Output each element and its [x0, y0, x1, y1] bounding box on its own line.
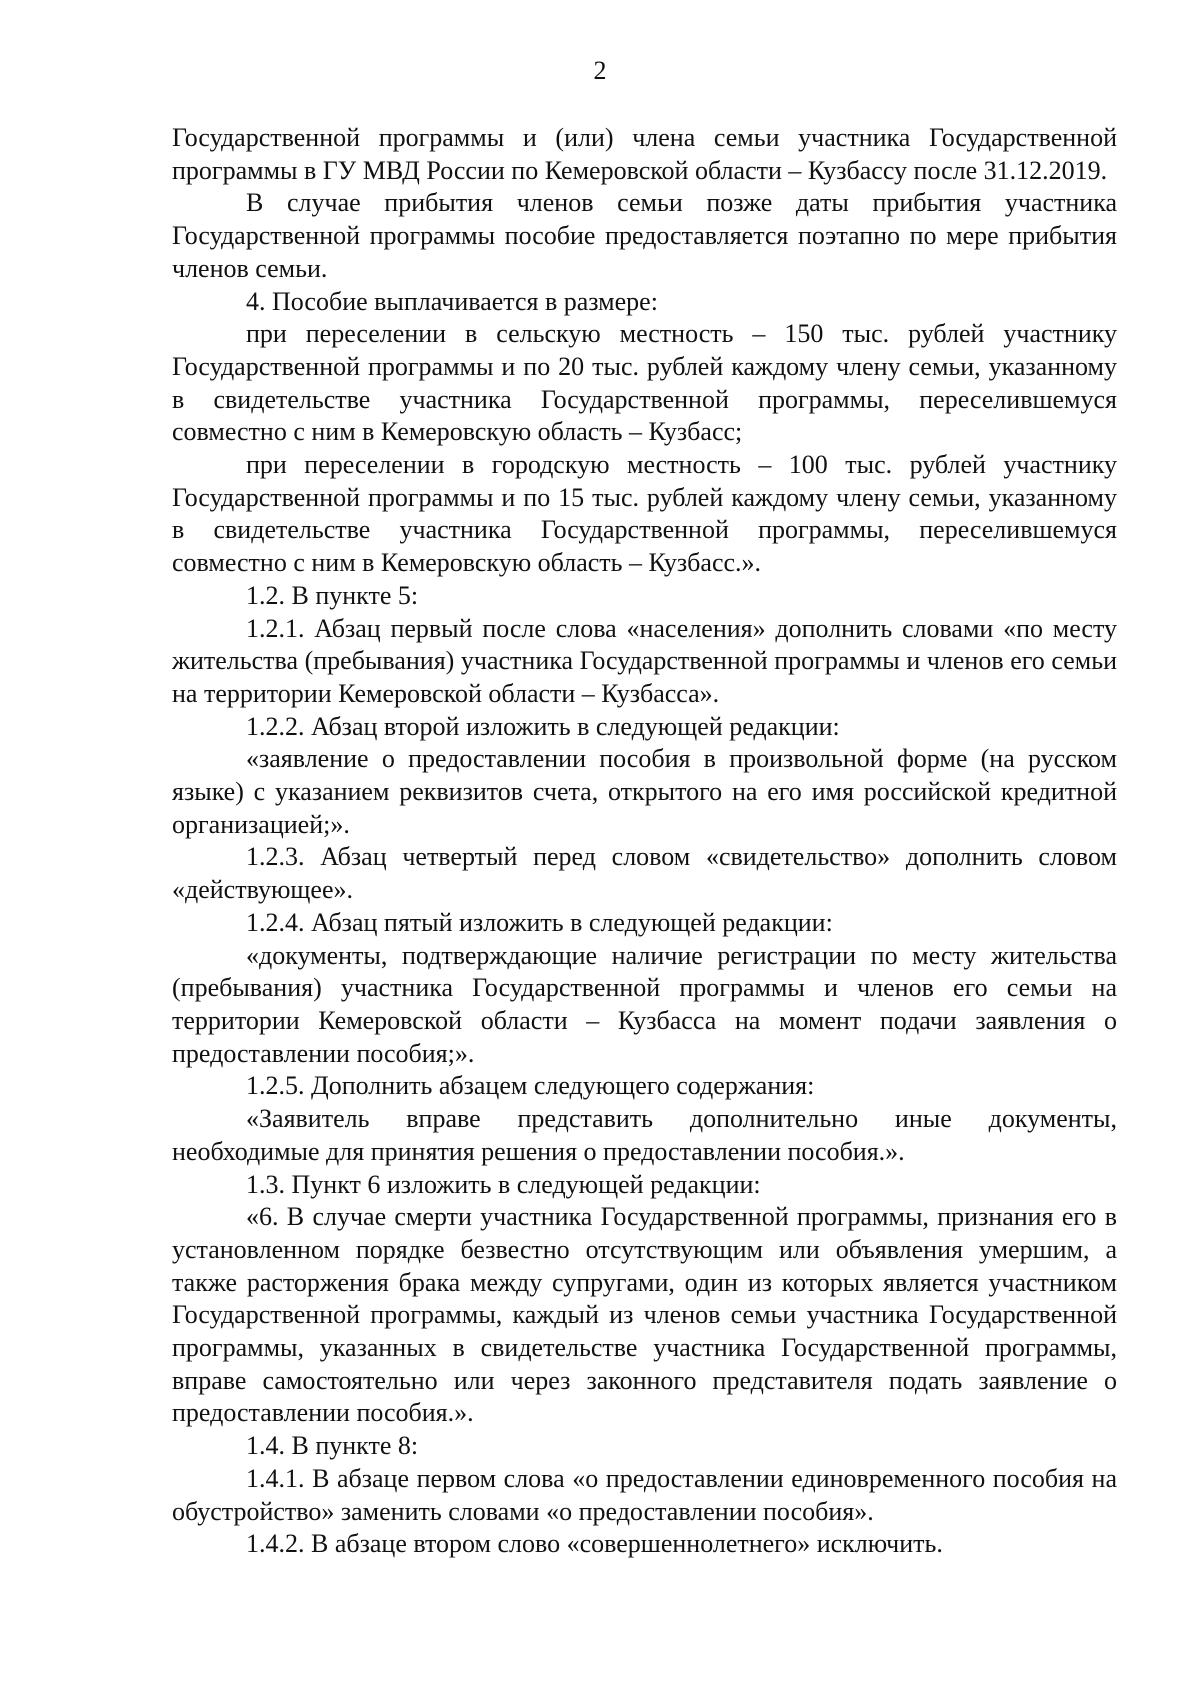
paragraph-1-2-4-text: «документы, подтверждающие наличие регистрации по месту жительства (пребывания) участника Государственной программы и членов его семьи на территории Кемеровской области – Кузбасса на момент подачи заявления о предоставлении пособия;». [172, 940, 1117, 1068]
paragraph-1-2-5-text: «Заявитель вправе представить дополнительно иные документы, необходимые для принятия решения о предоставлении пособия.». [172, 1104, 1117, 1166]
paragraph-1-4: 1.4. В пункте 8: [246, 1431, 419, 1461]
paragraph-1-2-3: 1.2.3. Абзац четвертый перед словом «свидетельство» дополнить словом «действующее». [172, 842, 1117, 905]
paragraph-1-continuation: Государственной программы и (или) члена семьи участника Государственной программы в ГУ МВД России по Кемеровской области – Кузбассу после 31.12.2019. [172, 123, 1117, 185]
paragraph-1-4-1: 1.4.1. В абзаце первом слова «о предоставлении единовременного пособия на обустройство» заменить словами «о предоставлении пособия». [172, 1463, 1117, 1526]
paragraph-urban-amount: при переселении в городскую местность – 100 тыс. рублей участнику Государственной программы и по 15 тыс. рублей каждому члену семьи, указанному в свидетельстве участника Государственной программы, переселившемуся совместно с ним в Кемеровскую область – Кузбасс.». [172, 450, 1117, 578]
paragraph-1-2-2-text: «заявление о предоставлении пособия в произвольной форме (на русском языке) с указанием реквизитов счета, открытого на его имя российской кредитной организацией;». [172, 744, 1117, 839]
paragraph-rural-amount: при переселении в сельскую местность – 150 тыс. рублей участнику Государственной программы и по 20 тыс. рублей каждому члену семьи, указанному в свидетельстве участника Государственной программы, переселившемуся совместно с ним в Кемеровскую область – Кузбасс; [172, 319, 1117, 447]
document-body [172, 122, 1117, 1561]
paragraph-1-2-5: 1.2.5. Дополнить абзацем следующего содержания: [246, 1071, 815, 1101]
paragraph-1-3-text: «6. В случае смерти участника Государственной программы, признания его в установленном порядке безвестно отсутствующим или объявления умершим, а также расторжения брака между супругами, один из которых является участником Государственной программы, каждый из членов семьи участника Государственной программы, указанных в свидетельстве участника Государственной программы, вправе самостоятельно или через законного представителя подать заявление о предоставлении пособия.». [172, 1202, 1117, 1428]
page-number: 2 [593, 56, 607, 85]
paragraph-1-2-1: 1.2.1. Абзац первый после слова «населения» дополнить словами «по месту жительства (пребывания) участника Государственной программы и членов его семьи на территории Кемеровской области – Кузбасса». [172, 613, 1117, 708]
paragraph-item-4: 4. Пособие выплачивается в размере: [246, 286, 658, 316]
paragraph-1-2-2: 1.2.2. Абзац второй изложить в следующей редакции: [246, 711, 840, 741]
paragraph-1-3: 1.3. Пункт 6 изложить в следующей редакции: [246, 1169, 761, 1199]
paragraph-1-2-4: 1.2.4. Абзац пятый изложить в следующей редакции: [246, 907, 833, 937]
paragraph-1-2: 1.2. В пункте 5: [246, 580, 419, 610]
paragraph-family-arrival: В случае прибытия членов семьи позже даты прибытия участника Государственной программы пособие предоставляется поэтапно по мере прибытия членов семьи. [172, 188, 1117, 283]
paragraph-1-4-2: 1.4.2. В абзаце втором слово «совершеннолетнего» исключить. [246, 1529, 943, 1559]
